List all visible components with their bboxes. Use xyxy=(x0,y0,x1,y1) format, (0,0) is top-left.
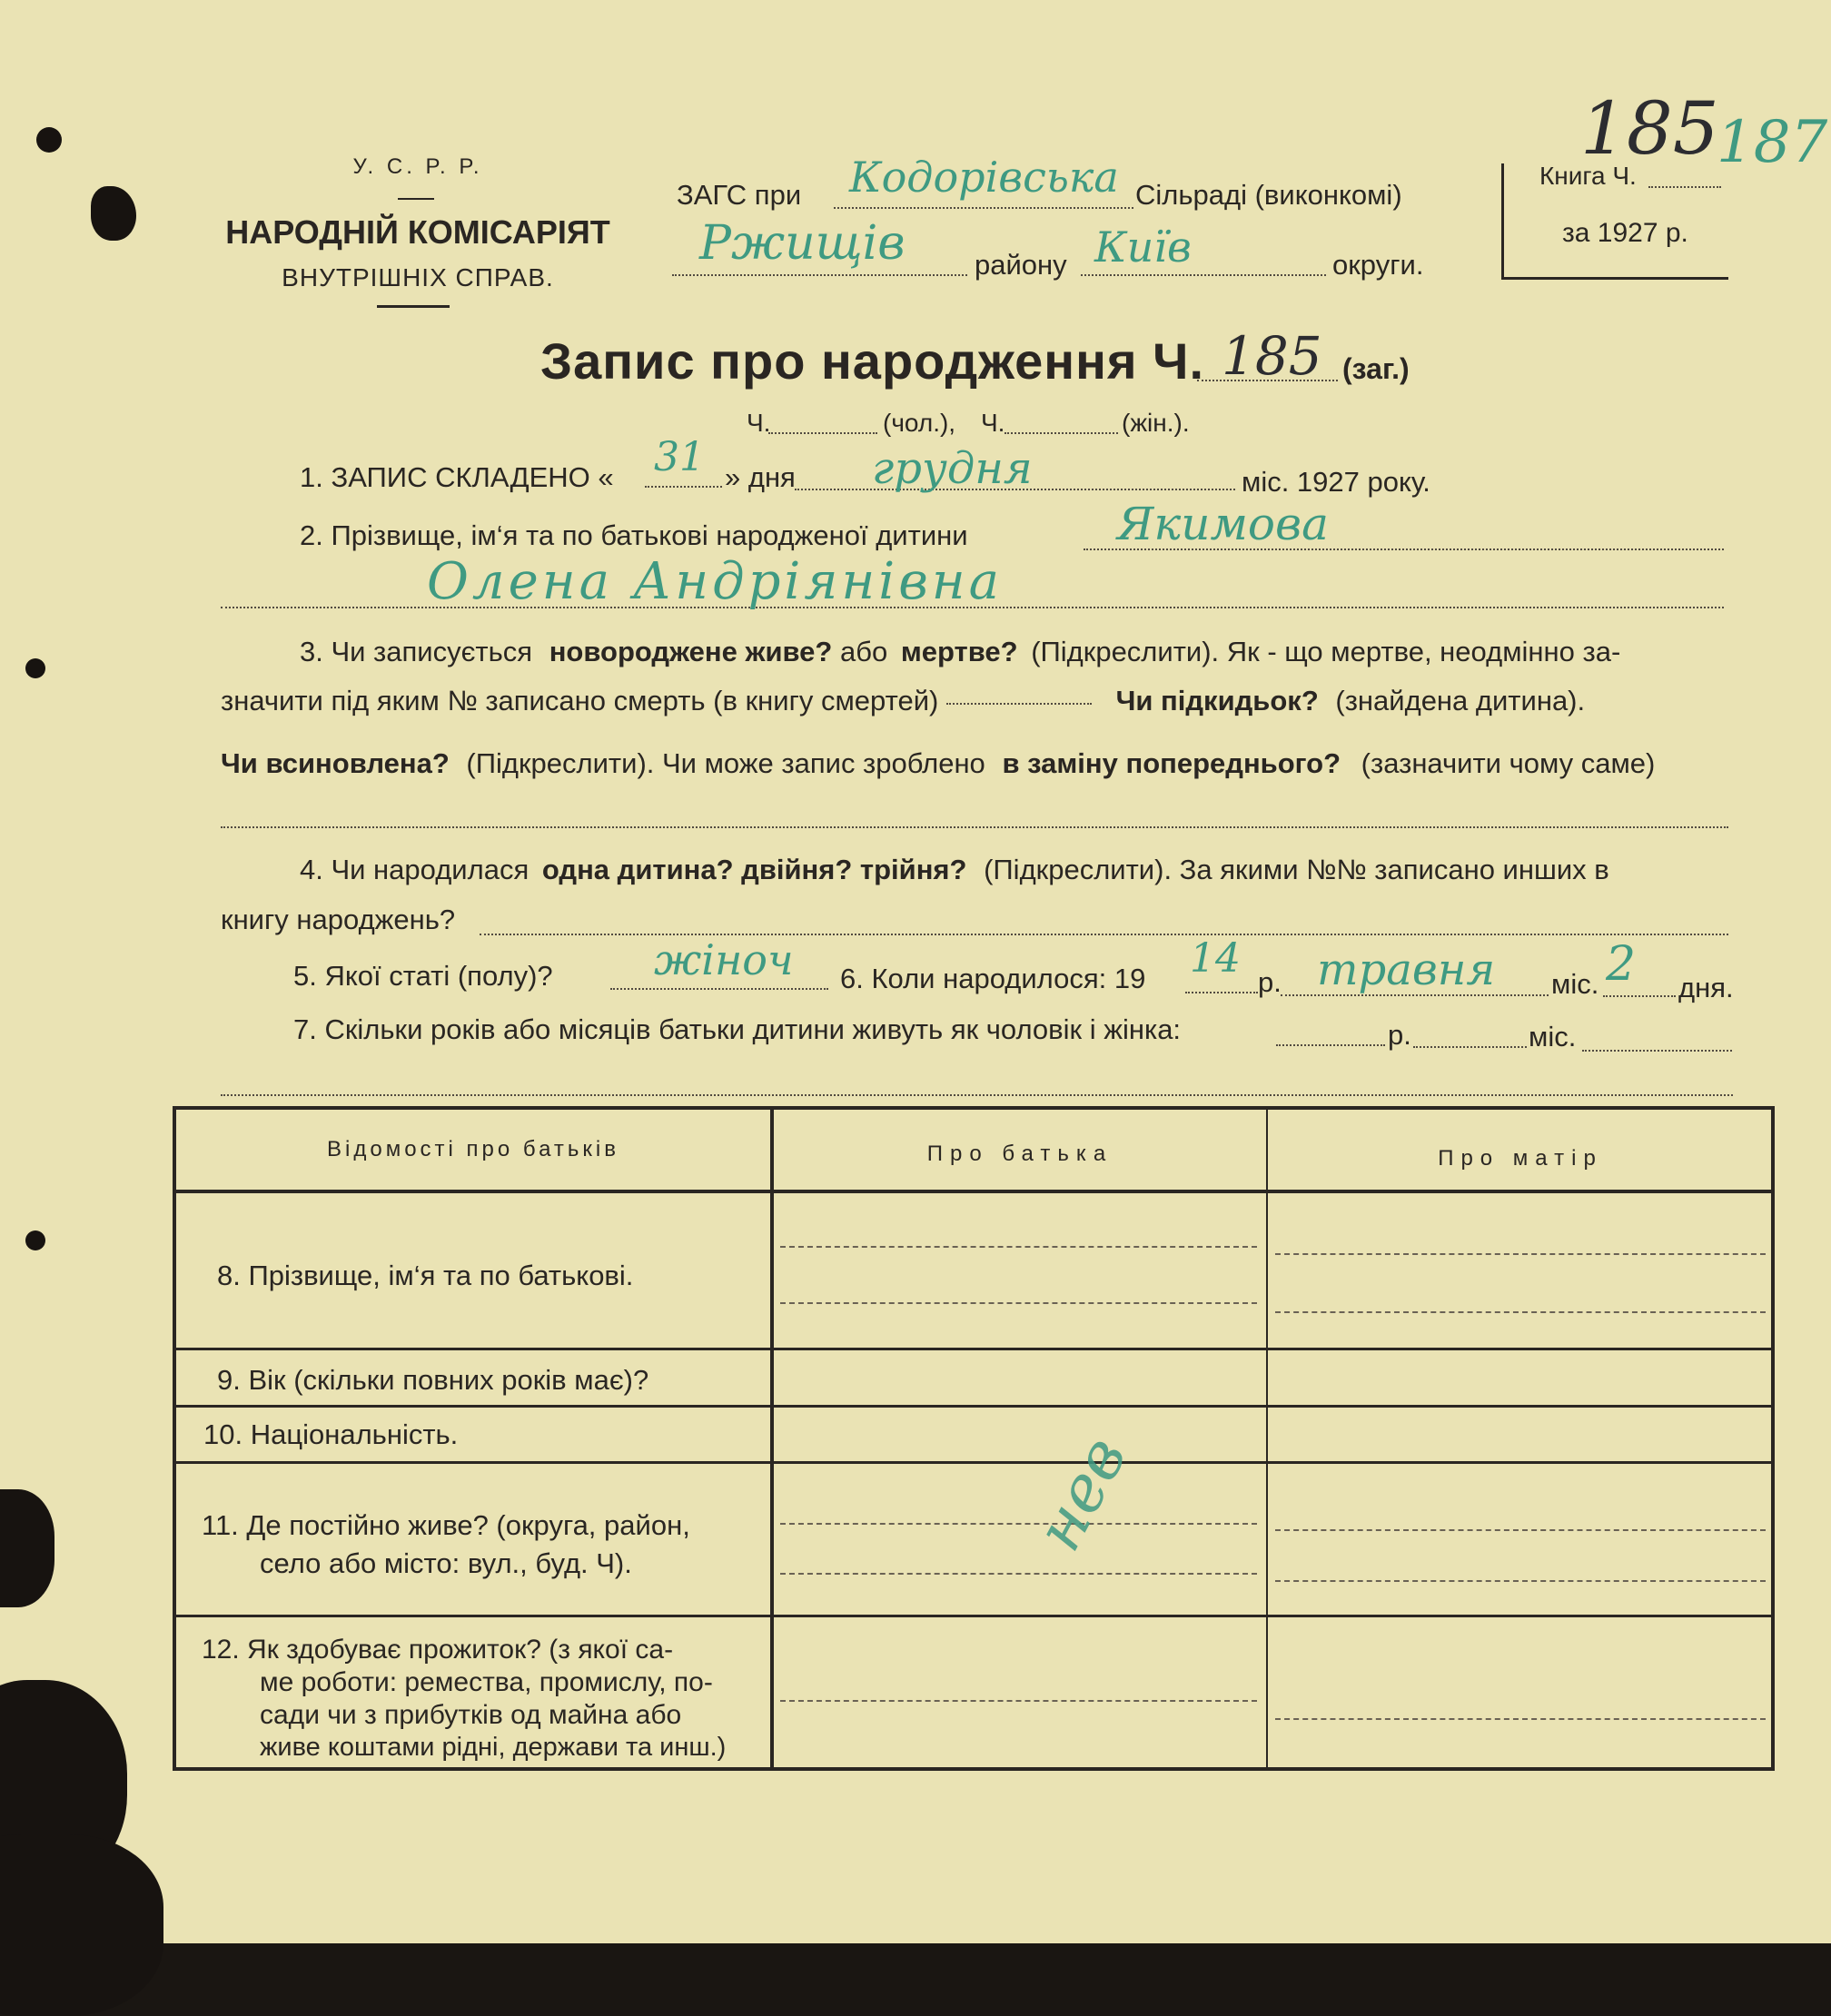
title-sub-male: (чол.), xyxy=(883,409,956,437)
field4-line1 xyxy=(300,854,1609,886)
paper-damage-hole xyxy=(25,1230,45,1250)
zags-district-label: району xyxy=(975,249,1067,281)
book-label: Книга Ч. xyxy=(1539,162,1637,190)
field4-options: одна дитина? двійня? трійня? xyxy=(541,854,967,885)
field7-months-suffix: міс. xyxy=(1529,1021,1577,1052)
archive-number-green: 187 xyxy=(1717,109,1828,176)
zags-okruha-label: округи. xyxy=(1332,249,1424,281)
field3-line3 xyxy=(221,747,1655,780)
table-header-father: Про батька xyxy=(926,1141,1113,1166)
table-row11-father-line1 xyxy=(780,1523,1257,1525)
table-row8-father-line2 xyxy=(780,1302,1257,1304)
table-header-mother: Про матір xyxy=(1438,1146,1603,1171)
title-sub-female: (жін.). xyxy=(1122,409,1190,437)
field6-month-value: травня xyxy=(1317,944,1496,995)
table-row9-rule xyxy=(176,1405,1771,1408)
zags-village-line xyxy=(834,207,1133,209)
header-commissariat: НАРОДНІЙ КОМІСАРІЯТ xyxy=(225,213,610,251)
field4-line2: книгу народжень? xyxy=(221,904,456,935)
table-header-rule xyxy=(176,1190,1771,1193)
field1-day-value: 31 xyxy=(654,434,705,480)
field2-label: 2. Прізвище, ім‘я та по батькові народженої дитини xyxy=(300,519,968,551)
field6-year-value: 14 xyxy=(1190,935,1241,982)
field6-year-line xyxy=(1185,992,1258,993)
table-row12-line4: живе коштами рідні, держави та инш.) xyxy=(260,1733,727,1762)
field3-option-replacement: в заміну попереднього? xyxy=(1002,747,1341,779)
field3-text-death-no: значити під яким № записано смерть (в книгу смертей) xyxy=(221,685,939,716)
table-row11-father-line2 xyxy=(780,1573,1257,1575)
table-col-divider-2 xyxy=(1266,1110,1268,1767)
paper-damage-hole xyxy=(36,127,62,153)
zags-okruha-line xyxy=(1081,274,1326,276)
table-row11-line1: 11. Де постійно живе? (округа, район, xyxy=(202,1509,690,1541)
field1-prefix: 1. ЗАПИС СКЛАДЕНО « xyxy=(300,461,614,493)
field3-text-a: 3. Чи записується xyxy=(300,636,533,667)
field3-text-e: (Підкреслити). Як - що мертве, неодмінно за- xyxy=(1031,636,1621,667)
field6-day-value: 2 xyxy=(1606,937,1637,992)
field4-text-a: 4. Чи народилася xyxy=(300,854,530,885)
title-sub-male-line xyxy=(768,432,877,434)
table-row12-mother-line1 xyxy=(1275,1718,1766,1720)
paper-damage-edge xyxy=(0,1489,54,1607)
book-year: за 1927 р. xyxy=(1562,218,1688,248)
zags-okruha-value: Київ xyxy=(1094,222,1192,272)
header-department: ВНУТРІШНІХ СПРАВ. xyxy=(282,263,554,292)
header-rule-short xyxy=(398,198,434,200)
field6-label: 6. Коли народилося: 19 xyxy=(840,963,1146,994)
field3-line2 xyxy=(221,685,1585,717)
field6-year-suffix: р. xyxy=(1258,966,1282,998)
field5-value: жіноч xyxy=(654,935,794,984)
zags-suffix: Сільраді (виконкомі) xyxy=(1135,179,1402,211)
header-rule xyxy=(377,305,450,308)
title-sub-ch2: Ч. xyxy=(981,409,1005,437)
field1-month-value: грудня xyxy=(872,443,1033,494)
table-row11-line2: село або місто: вул., буд. Ч). xyxy=(260,1547,632,1579)
table-row10-label: 10. Національність. xyxy=(203,1418,459,1450)
zags-district-value: Ржищів xyxy=(699,216,906,271)
field5-label: 5. Якої статі (полу)? xyxy=(293,960,553,992)
table-row10-rule xyxy=(176,1461,1771,1464)
table-header-info: Відомості про батьків xyxy=(327,1137,619,1161)
field6-day-line xyxy=(1603,995,1676,997)
table-row12-line3: сади чи з прибутків од майна або xyxy=(260,1700,682,1730)
zags-village-value: Кодорівська xyxy=(849,153,1119,202)
field3-option-adopted: Чи всиновлена? xyxy=(221,747,450,779)
table-row8-father-line1 xyxy=(780,1246,1257,1248)
book-box-bottom xyxy=(1501,277,1728,280)
table-annotation: нев xyxy=(1021,1424,1142,1563)
table-row8-mother-line1 xyxy=(1275,1253,1766,1255)
field6-month-suffix: міс. xyxy=(1551,968,1599,1000)
book-box-left xyxy=(1501,163,1504,280)
field5-value-line xyxy=(610,988,828,990)
table-row12-father-line1 xyxy=(780,1700,1257,1702)
field3-death-no-line xyxy=(946,703,1092,705)
zags-prefix: ЗАГС при xyxy=(677,179,802,211)
field3-option-dead: мертве? xyxy=(900,636,1018,667)
field7-extra-line xyxy=(221,1094,1733,1096)
field3-text-why: (зазначити чому саме) xyxy=(1361,747,1656,779)
field3-option-alive: новороджене живе? xyxy=(549,636,833,667)
field2-surname-value: Якимова xyxy=(1117,498,1329,550)
field3-option-foundling: Чи підкидьок? xyxy=(1115,685,1319,716)
field3-reason-line xyxy=(221,826,1728,828)
table-row12-line1: 12. Як здобуває прожиток? (з якої са- xyxy=(202,1635,674,1665)
table-row8-label: 8. Прізвище, ім‘я та по батькові. xyxy=(217,1260,634,1291)
field7-months-fill xyxy=(1582,1050,1732,1052)
paper-damage-hole xyxy=(25,658,45,678)
table-col-divider-1 xyxy=(770,1110,774,1767)
field7-years-suffix: р. xyxy=(1388,1019,1411,1051)
field3-text-replacement: (Підкреслити). Чи може запис зроблено xyxy=(466,747,985,779)
table-row12-line2: ме роботи: ремества, промислу, по- xyxy=(260,1667,713,1697)
field2-name-value: Олена Андріянівна xyxy=(427,552,1004,611)
field7-months-line xyxy=(1413,1046,1527,1048)
table-row11-mother-line2 xyxy=(1275,1580,1766,1582)
table-row8-mother-line2 xyxy=(1275,1311,1766,1313)
table-row11-rule xyxy=(176,1615,1771,1617)
table-row11-mother-line1 xyxy=(1275,1529,1766,1531)
field3-text-foundling: (знайдена дитина). xyxy=(1335,685,1586,716)
field7-years-line xyxy=(1276,1044,1385,1046)
title-sub-ch1: Ч. xyxy=(747,409,771,437)
page-title: Запис про народження Ч. xyxy=(540,332,1205,390)
field3-text-or: або xyxy=(839,636,888,667)
archive-number: 185 xyxy=(1580,86,1719,171)
title-suffix: (заг.) xyxy=(1342,352,1410,385)
paper-damage-edge xyxy=(0,1834,163,2016)
header-republic: У. С. Р. Р. xyxy=(352,154,483,179)
field3-line1 xyxy=(300,636,1620,668)
field1-day-line xyxy=(645,486,722,488)
table-row9-label: 9. Вік (скільки повних років має)? xyxy=(217,1364,649,1396)
book-number-line xyxy=(1648,186,1721,188)
parents-table xyxy=(173,1106,1775,1771)
title-sub-female-line xyxy=(1005,432,1118,434)
field6-day-suffix: дня. xyxy=(1678,972,1734,1003)
table-row8-rule xyxy=(176,1348,1771,1350)
field4-text-c: (Підкреслити). За якими №№ записано инших в xyxy=(984,854,1609,885)
field7-label: 7. Скільки років або місяців батьки дитини живуть як чоловік і жінка: xyxy=(293,1013,1182,1045)
zags-district-line xyxy=(672,274,967,276)
field1-mid: » дня xyxy=(725,461,796,493)
title-number-value: 185 xyxy=(1222,325,1322,387)
field1-suffix: міс. 1927 року. xyxy=(1242,466,1430,498)
